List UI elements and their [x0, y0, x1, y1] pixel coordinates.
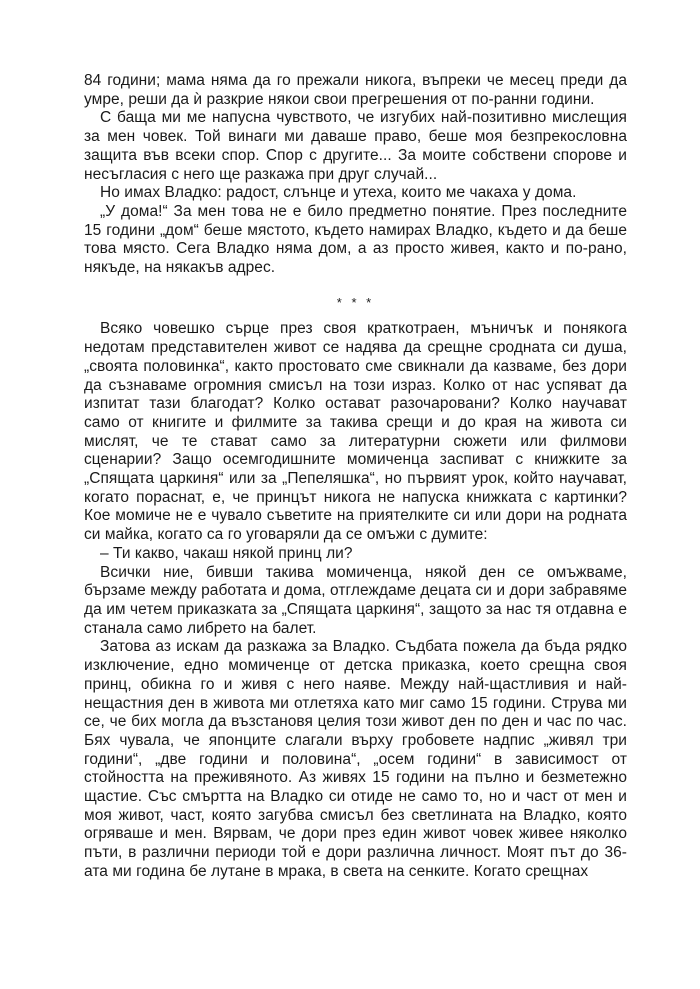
paragraph: – Ти какво, чакаш някой принц ли?: [100, 544, 353, 562]
paragraph: „У дома!“ За мен това не е било предметно понятие. През последните 15 години „дом“ беше мястото, където намирах Владко, където и да беше това място. Сега Владко няма дом, а аз просто живея, както и по-рано, някъде, на някакъв адрес.: [84, 202, 627, 277]
paragraph: Затова аз искам да разкажа за Владко. Съдбата пожела да бъда рядко изключение, едно момиченце от детска приказка, което срещна своя принц, обикна го и живя с него наяве. Между най-щастливия и най-нещастния ден в живота ми отлетяха като миг само 15 години. Струва ми се, че бих могла да възстановя целия този живот ден по ден и час по час. Бях чувала, че японците слагали върху гробовете надпис „живял три години“, „две години и половина“, „осем години“ в зависимост от стойността на преживяното. Аз живях 15 години на пълно и безметежно щастие. Със смъртта на Владко си отиде не само то, но и част от мен и моя живот, част, която загубва смисъл без светлината на Владко, която огряваше и мен. Вярвам, че дори през един живот човек живее няколко пъти, в различни периоди той е дори различна личност. Моят път до 36-ата ми година бе лутане в мрака, в света на сенките. Когато срещнах: [84, 638, 627, 880]
paragraph: Всяко човешко сърце през своя краткотраен, мъничък и понякога недотам представителен живот се надява да срещне сродната си душа, „своята половинка“, както простовато сме свикнали да казваме, без дори да съзнаваме огромния смисъл на този израз. Колко от нас успяват да изпитат тази благодат? Колко остават разочаровани? Колко научават само от книгите и филмите за такива срещи и до края на живота си мислят, че те стават само за литературни сюжети или филмови сценарии? Защо осемгодишните момиченца заспиват с книжките за „Спящата царкиня“ или за „Пепеляшка“, но първият урок, който научават, когато пораснат, е, че принцът никога не напуска книжката с картинки? Кое момиче не е чувало съветите на приятелките си или дори на родната си майка, когато са го уговаряли да се омъжи с думите:: [84, 320, 627, 544]
paragraph: 84 години; мама няма да го прежали никога, въпреки че месец преди да умре, реши да ѝ разкрие някои свои прегрешения от по-ранни години.: [84, 72, 627, 108]
paragraph: Но имах Владко: радост, слънце и утеха, които ме чакаха у дома.: [100, 184, 577, 202]
section-separator: * * *: [336, 294, 375, 310]
body-text: [84, 72, 627, 882]
paragraph: Всички ние, бивши такива момиченца, някой ден се омъжваме, бързаме между работата и дома, отглеждаме децата си и дори забравяме да им четем приказката за „Спящата царкиня“, защото за нас тя отдавна е станала само либрето на балет.: [84, 563, 627, 637]
paragraph: С баща ми ме напусна чувството, че изгубих най-позитивно мислещия за мен човек. Той винаги ми даваше право, беше моя безпрекословна защита във всеки спор. Спор с другите... За моите собствени спорове и несъгласия с него ще разкажа при друг случай...: [84, 109, 627, 183]
